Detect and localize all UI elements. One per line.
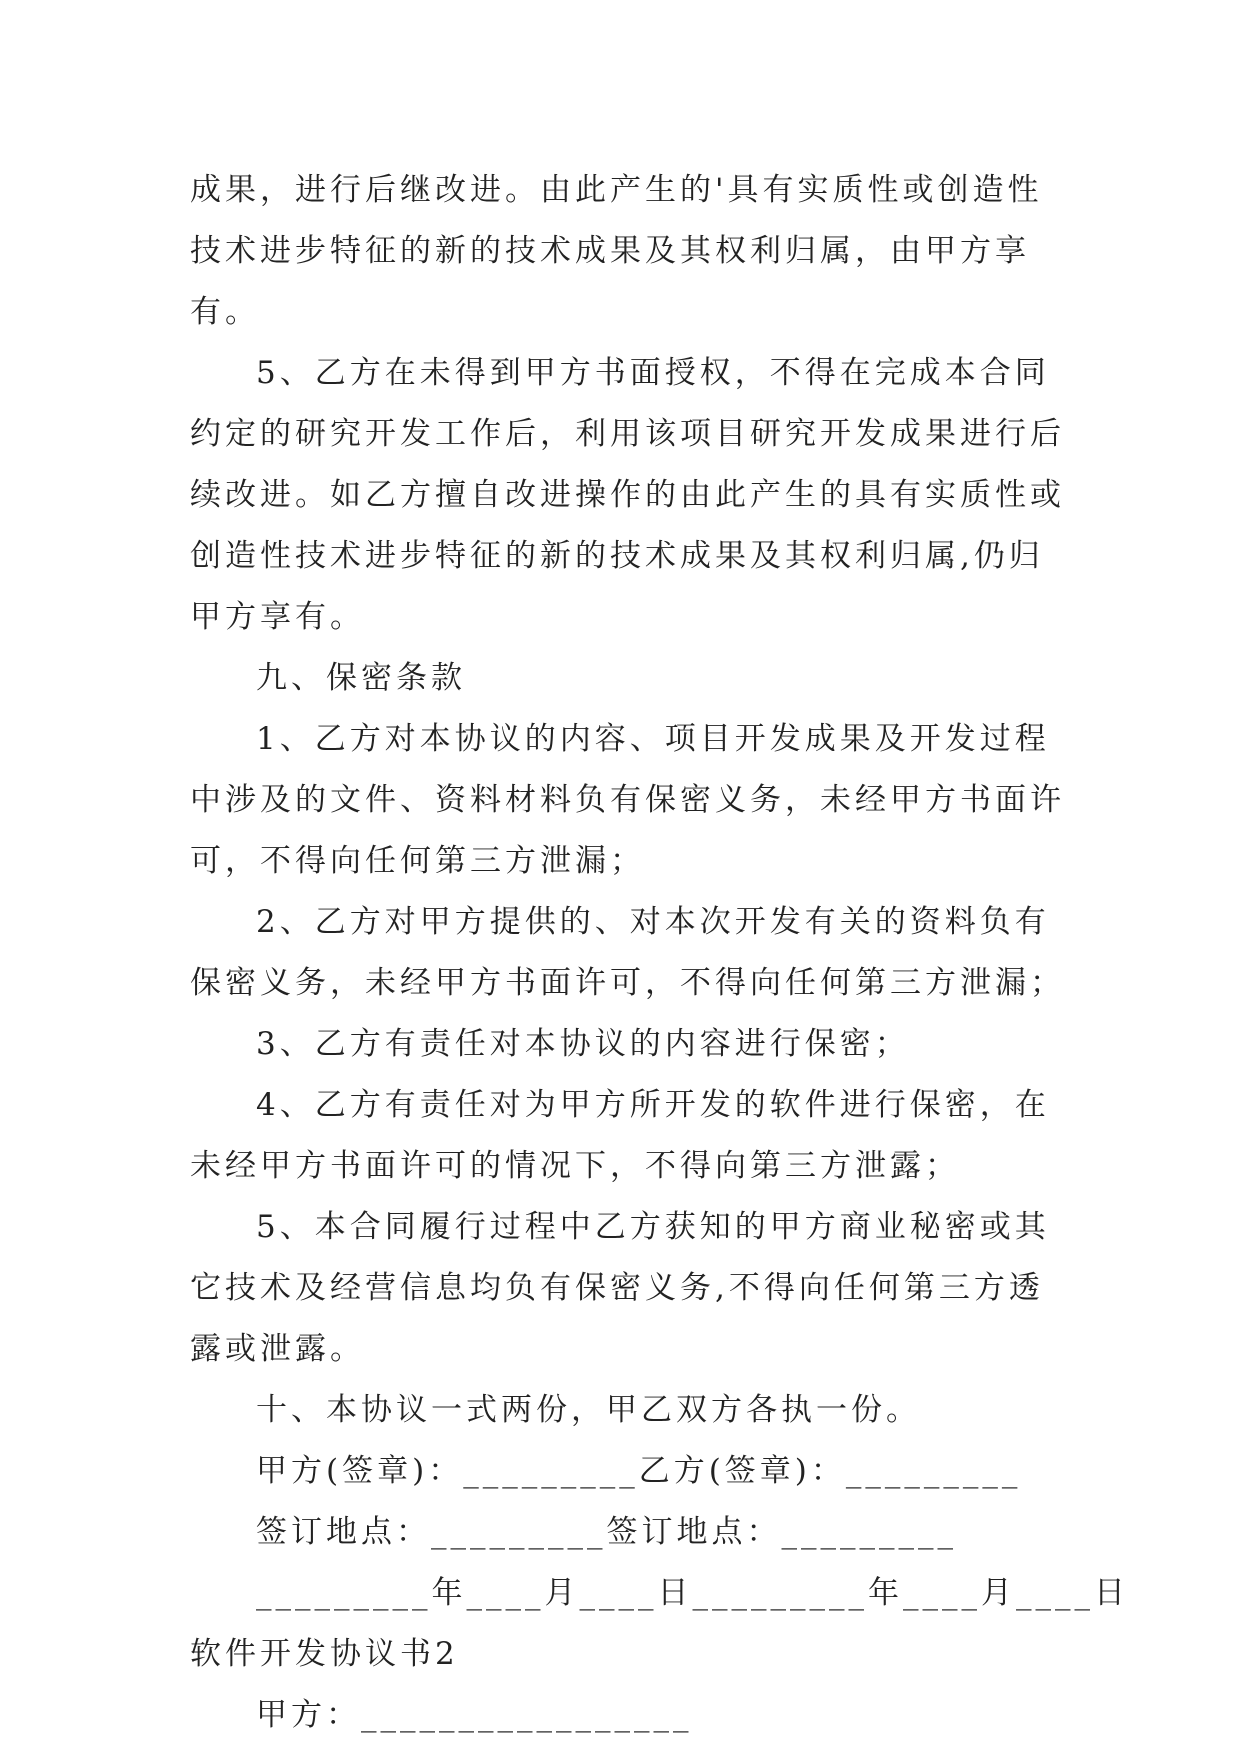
paragraph-clause-9-2: 2、乙方对甲方提供的、对本次开发有关的资料负有保密义务，未经甲方书面许可，不得向任何第三方泄漏； — [190, 904, 1065, 1001]
paragraph-clause-9-1: 1、乙方对本协议的内容、项目开发成果及开发过程中涉及的文件、资料材料负有保密义务，未经甲方书面许可，不得向任何第三方泄漏； — [190, 721, 1065, 879]
document-body — [190, 160, 1129, 1746]
signature-party-line: 甲方(签章)：_________乙方(签章)：_________ — [256, 1453, 1022, 1489]
section-heading-copies: 十、本协议一式两份，甲乙双方各执一份。 — [256, 1392, 921, 1428]
paragraph-continuation: 成果，进行后继改进。由此产生的'具有实质性或创造性技术进步特征的新的技术成果及其权利归属，由甲方享有。 — [190, 172, 1043, 330]
section-heading-confidentiality: 九、保密条款 — [256, 660, 466, 696]
paragraph-clause-8-5: 5、乙方在未得到甲方书面授权，不得在完成本合同约定的研究开发工作后，利用该项目研究开发成果进行后续改进。如乙方擅自改进操作的由此产生的具有实质性或创造性技术进步特征的新的技术成果及其权利归属,仍归甲方享有。 — [190, 355, 1065, 635]
next-document-title: 软件开发协议书2 — [190, 1636, 459, 1672]
paragraph-clause-9-3: 3、乙方有责任对本协议的内容进行保密； — [256, 1026, 910, 1062]
party-a-line: 甲方：_________________ — [256, 1697, 693, 1733]
signature-place-line: 签订地点：_________签订地点：_________ — [256, 1514, 957, 1550]
paragraph-clause-9-4: 4、乙方有责任对为甲方所开发的软件进行保密，在未经甲方书面许可的情况下，不得向第三方泄露； — [190, 1087, 1050, 1184]
signature-date-line: _________年____月____日_________年____月____日 — [256, 1575, 1129, 1611]
paragraph-clause-9-5: 5、本合同履行过程中乙方获知的甲方商业秘密或其它技术及经营信息均负有保密义务,不得向任何第三方透露或泄露。 — [190, 1209, 1050, 1367]
